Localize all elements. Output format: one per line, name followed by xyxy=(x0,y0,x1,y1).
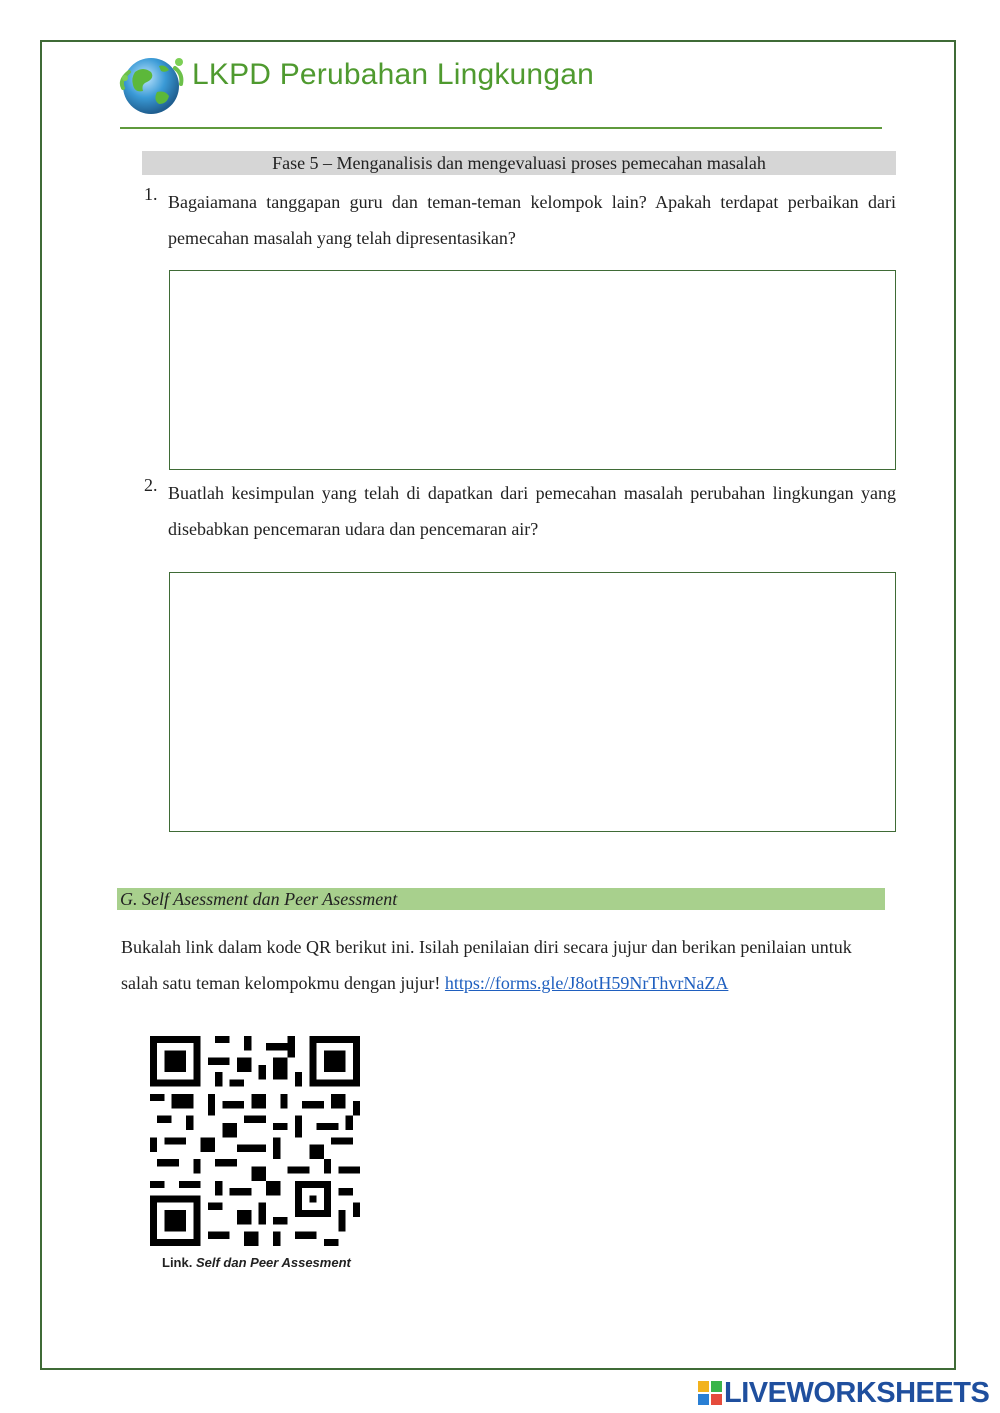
qr-caption xyxy=(162,1255,351,1270)
question-1-number: 1. xyxy=(144,184,158,204)
qr-caption-title: Self dan Peer Assesment xyxy=(195,1255,351,1270)
section-g-instruction xyxy=(121,929,891,1001)
question-2-number: 2. xyxy=(144,475,158,495)
liveworksheets-text: LIVEWORKSHEETS xyxy=(724,1376,990,1409)
liveworksheets-logo-icon xyxy=(698,1381,722,1405)
qr-code-icon xyxy=(150,1036,360,1246)
instruction-text: Bukalah link dalam kode QR berikut ini. Isilah penilaian diri secara jujur dan berikan penilaian untuk salah satu teman kelompokmu dengan jujur! xyxy=(121,937,852,993)
section-g-heading: G. Self Asessment dan Peer Asessment xyxy=(117,888,885,910)
question-2-text: Buatlah kesimpulan yang telah di dapatkan dari pemecahan masalah perubahan lingkungan yang disebabkan pencemaran udara dan pencemaran air? xyxy=(168,483,896,539)
globe-icon xyxy=(115,48,187,120)
answer-box-1[interactable] xyxy=(169,270,896,470)
question-1-text: Bagaiamana tanggapan guru dan teman-teman kelompok lain? Apakah terdapat perbaikan dari pemecahan masalah yang telah dipresentasikan? xyxy=(168,192,896,248)
form-link[interactable]: https://forms.gle/J8otH59NrThvrNaZA xyxy=(444,973,729,993)
qr-caption-prefix: Link. xyxy=(162,1255,193,1270)
liveworksheets-branding[interactable] xyxy=(698,1376,989,1410)
title-divider xyxy=(120,127,882,129)
phase-heading: Fase 5 – Menganalisis dan mengevaluasi proses pemecahan masalah xyxy=(142,151,896,175)
answer-box-2[interactable] xyxy=(169,572,896,832)
document-title: LKPD Perubahan Lingkungan xyxy=(192,58,594,91)
